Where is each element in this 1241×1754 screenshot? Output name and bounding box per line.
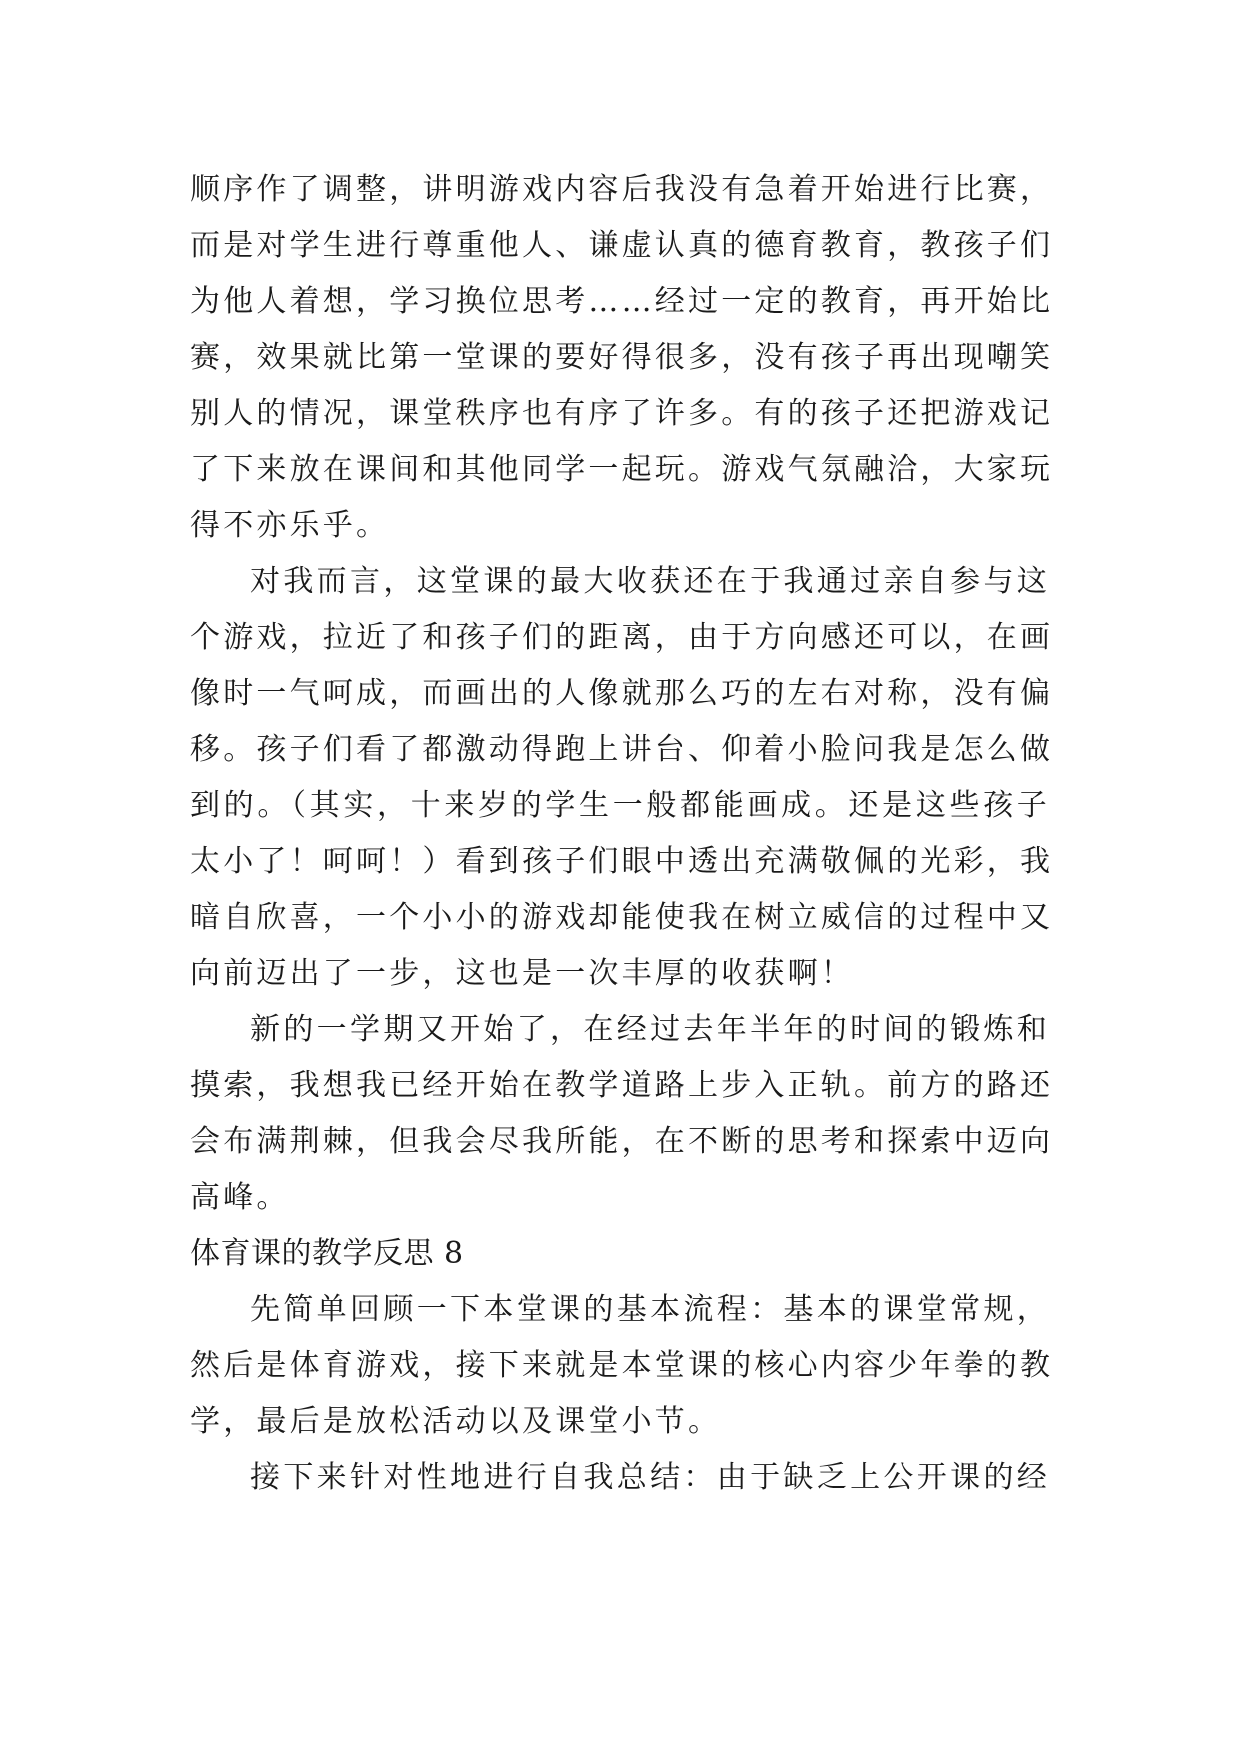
text-line: 顺序作了调整，讲明游戏内容后我没有急着开始进行比赛， xyxy=(190,172,1054,207)
text-line: 个游戏，拉近了和孩子们的距离，由于方向感还可以，在画 xyxy=(190,620,1054,655)
text-line: 了下来放在课间和其他同学一起玩。游戏气氛融洽，大家玩 xyxy=(190,452,1054,487)
text-line: 移。孩子们看了都激动得跑上讲台、仰着小脸问我是怎么做 xyxy=(190,732,1054,767)
text-line: 像时一气呵成，而画出的人像就那么巧的左右对称，没有偏 xyxy=(190,676,1054,711)
paragraph-first-line: 接下来针对性地进行自我总结：由于缺乏上公开课的经 xyxy=(250,1460,1050,1495)
text-line: 赛，效果就比第一堂课的要好得很多，没有孩子再出现嘲笑 xyxy=(190,340,1054,375)
text-line: 摸索，我想我已经开始在教学道路上步入正轨。前方的路还 xyxy=(190,1068,1054,1103)
text-line: 到的。（其实，十来岁的学生一般都能画成。还是这些孩子 xyxy=(190,788,1050,823)
text-line: 学，最后是放松活动以及课堂小节。 xyxy=(190,1404,722,1439)
text-line: 得不亦乐乎。 xyxy=(190,508,390,543)
paragraph-first-line: 先简单回顾一下本堂课的基本流程：基本的课堂常规， xyxy=(250,1292,1050,1327)
text-line: 而是对学生进行尊重他人、谦虚认真的德育教育，教孩子们 xyxy=(190,228,1054,263)
text-line: 暗自欣喜，一个小小的游戏却能使我在树立威信的过程中又 xyxy=(190,900,1054,935)
text-line: 高峰。 xyxy=(190,1180,290,1215)
paragraph-first-line: 新的一学期又开始了，在经过去年半年的时间的锻炼和 xyxy=(250,1012,1050,1047)
section-heading: 体育课的教学反思 8 xyxy=(190,1236,464,1271)
paragraph-first-line: 对我而言，这堂课的最大收获还在于我通过亲自参与这 xyxy=(250,564,1050,599)
text-line: 太小了！呵呵！）看到孩子们眼中透出充满敬佩的光彩，我 xyxy=(190,844,1054,879)
text-line: 向前迈出了一步，这也是一次丰厚的收获啊！ xyxy=(190,956,854,991)
text-line: 为他人着想，学习换位思考……经过一定的教育，再开始比 xyxy=(190,284,1054,319)
text-line: 会布满荆棘，但我会尽我所能，在不断的思考和探索中迈向 xyxy=(190,1124,1054,1159)
text-line: 然后是体育游戏，接下来就是本堂课的核心内容少年拳的教 xyxy=(190,1348,1054,1383)
text-line: 别人的情况，课堂秩序也有序了许多。有的孩子还把游戏记 xyxy=(190,396,1054,431)
